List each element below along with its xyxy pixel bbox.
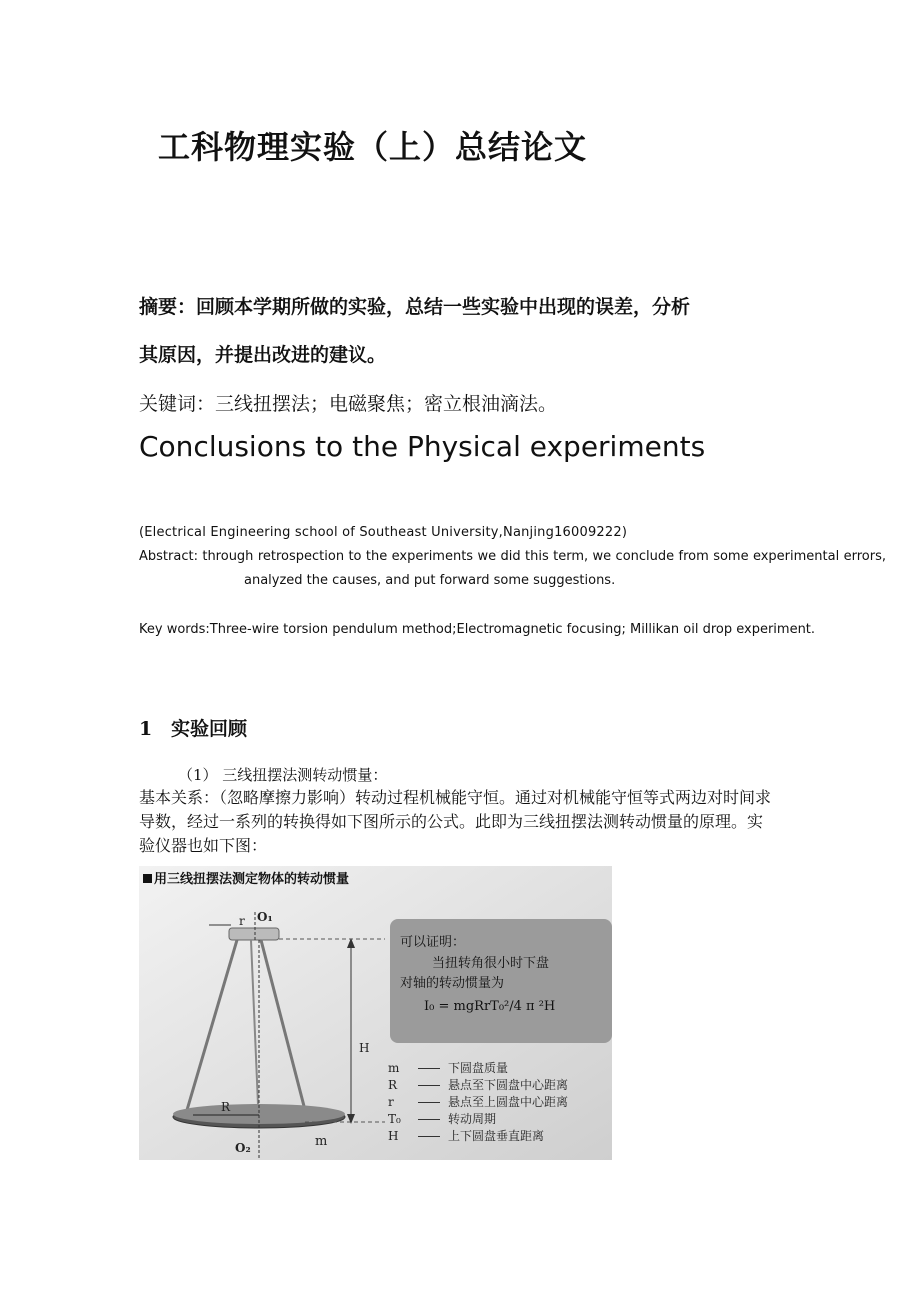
upper-disk <box>229 928 279 940</box>
english-title: Conclusions to the Physical experiments <box>139 430 706 463</box>
box-formula: I₀ = mgRrT₀²/4 π ²H <box>424 999 556 1014</box>
legend-item: R 悬点至下圆盘中心距离 <box>388 1078 569 1092</box>
box-line2: 当扭转角很小时下盘 <box>432 956 550 971</box>
affiliation: (Electrical Engineering school of Southeast University,Nanjing16009222) <box>139 525 628 540</box>
abstract-en: Abstract: through retrospection to the experiments we did this term, we conclude from some experimental errors, analyzed the causes, and put forward some suggestions. <box>139 549 886 588</box>
box-line3: 对轴的转动惯量为 <box>400 976 505 991</box>
label-m: m <box>315 1134 328 1149</box>
label-r: r <box>239 914 245 928</box>
legend-item: H 上下圆盘垂直距离 <box>388 1129 545 1143</box>
keywords-cn: 关键词：三线扭摆法；电磁聚焦；密立根油滴法。 <box>139 393 558 415</box>
subsection-heading: （1） 三线扭摆法测转动惯量： <box>178 766 388 784</box>
section-body: 基本关系：（忽略摩擦力影响）转动过程机械能守恒。通过对机械能守恒等式两边对时间求导数，经过一系列的转换得如下图所示的公式。此即为三线扭摆法测转动惯量的原理。实验仪器也如下图： <box>139 788 772 855</box>
figure-title-text: 用三线扭摆法测定物体的转动惯量 <box>154 872 350 887</box>
legend-item: T₀ 转动周期 <box>388 1112 497 1126</box>
label-h: H <box>359 1041 370 1055</box>
abstract-cn-line2: 其原因，并提出改进的建议。 <box>139 344 387 366</box>
abstract-cn-line1: 摘要：回顾本学期所做的实验，总结一些实验中出现的误差，分析 <box>139 296 691 318</box>
legend-item: r 悬点至上圆盘中心距离 <box>388 1095 569 1109</box>
figure-title <box>143 868 349 887</box>
section-number: 1 <box>139 718 153 740</box>
paper-title: 工科物理实验（上）总结论文 <box>158 128 588 166</box>
label-o2: O₂ <box>235 1141 251 1155</box>
formula-box <box>390 919 612 1043</box>
section-heading <box>139 714 247 741</box>
box-line1: 可以证明： <box>400 935 466 950</box>
section-title: 实验回顾 <box>171 718 248 740</box>
bullet-square-icon <box>143 874 152 883</box>
keywords-en: Key words:Three-wire torsion pendulum method;Electromagnetic focusing; Millikan oil drop experiment. <box>139 622 816 637</box>
label-o1: O₁ <box>257 910 273 924</box>
pendulum-figure <box>139 866 612 1160</box>
legend-item: m 下圆盘质量 <box>388 1061 509 1075</box>
label-r-lower: R <box>221 1100 231 1114</box>
